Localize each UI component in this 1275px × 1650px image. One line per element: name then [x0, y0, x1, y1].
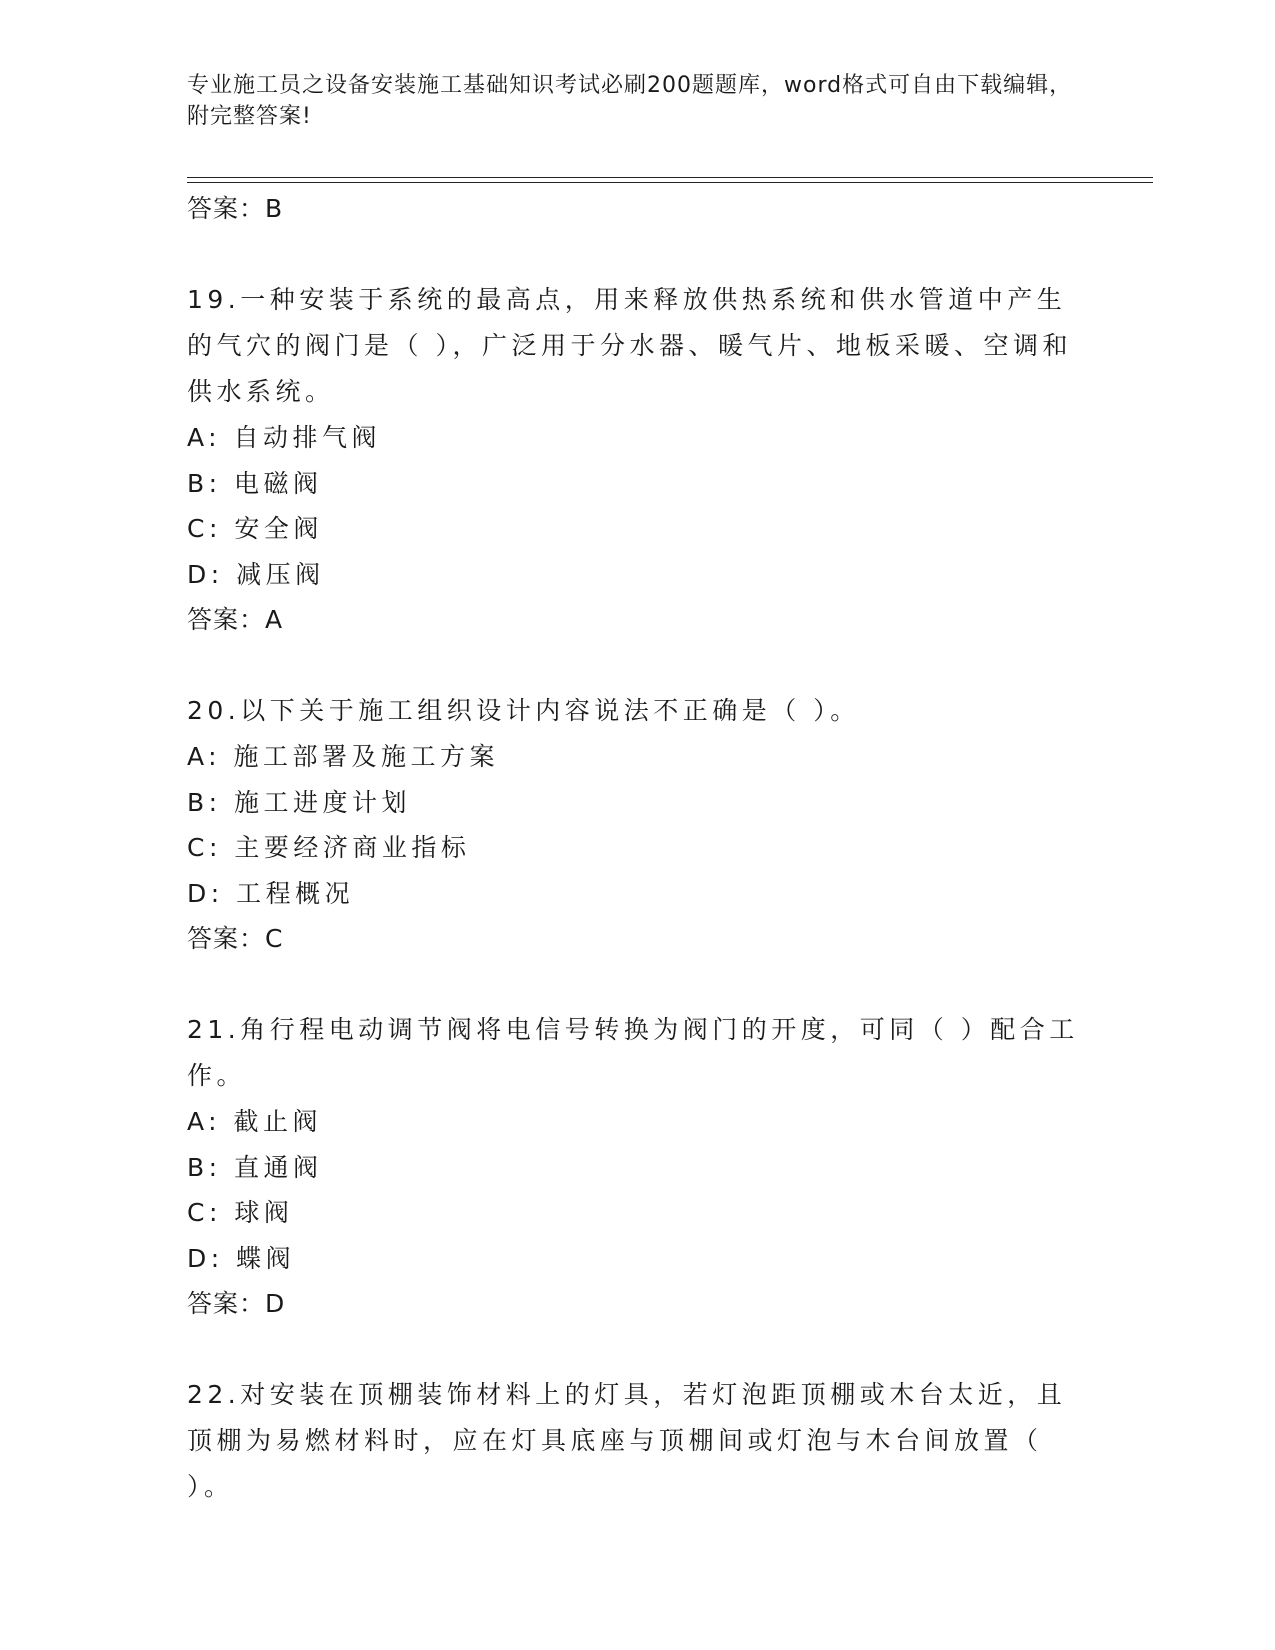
option-b: B: 施工进度计划: [187, 787, 412, 817]
option-c: C: 安全阀: [187, 514, 323, 543]
option-c: C: 球阀: [187, 1198, 294, 1227]
header-rule-bottom: [187, 182, 1153, 183]
question-text: 19.一种安装于系统的最高点，用来释放供热系统和供水管道中产生的气穴的阀门是（ ），广泛用于分水器、暖气片、地板采暖、空调和供水系统。: [187, 285, 1072, 406]
option-d: D: 蝶阀: [187, 1243, 296, 1273]
question-22: [187, 1372, 1087, 1510]
option-b: B: 直通阀: [187, 1152, 323, 1182]
document-body: [187, 186, 1087, 1510]
answer: 答案：A: [187, 605, 284, 634]
question-text: 21.角行程电动调节阀将电信号转换为阀门的开度，可同（ ）配合工作。: [187, 1015, 1079, 1090]
question-21: [187, 1007, 1087, 1327]
option-d: D: 减压阀: [187, 559, 325, 589]
option-d: D: 工程概况: [187, 878, 355, 908]
header-rule-top: [187, 177, 1153, 178]
answer-previous: 答案：B: [187, 194, 284, 223]
question-20: [187, 688, 1087, 962]
question-text: 22.对安装在顶棚装饰材料上的灯具，若灯泡距顶棚或木台太近，且顶棚为易燃材料时，应在灯具底座与顶棚间或灯泡与木台间放置（ ）。: [187, 1380, 1067, 1501]
page-header: 专业施工员之设备安装施工基础知识考试必刷200题题库，word格式可自由下载编辑，附完整答案!: [187, 73, 1073, 129]
question-19: [187, 277, 1087, 643]
option-c: C: 主要经济商业指标: [187, 833, 471, 862]
option-b: B: 电磁阀: [187, 468, 323, 498]
answer: 答案：D: [187, 1289, 286, 1318]
answer: 答案：C: [187, 924, 284, 953]
option-a: A: 截止阀: [187, 1107, 323, 1136]
option-a: A: 施工部署及施工方案: [187, 742, 500, 771]
question-text: 20.以下关于施工组织设计内容说法不正确是（ ）。: [187, 696, 860, 725]
option-a: A: 自动排气阀: [187, 423, 382, 452]
